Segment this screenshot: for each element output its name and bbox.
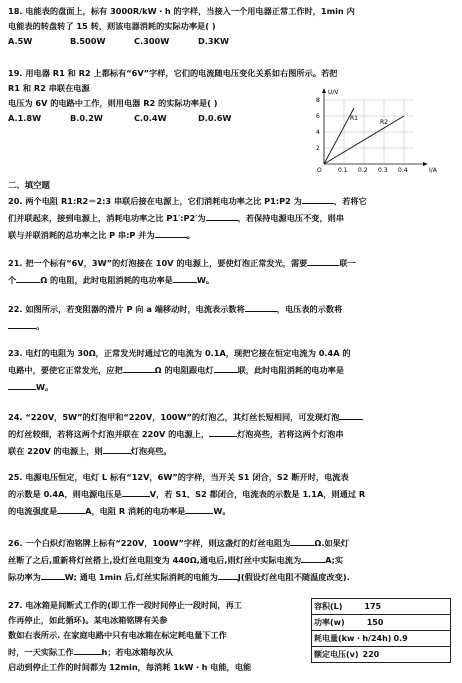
q21-line2a: 个 bbox=[8, 275, 17, 285]
q22-blank-2[interactable] bbox=[8, 317, 36, 329]
q23-line3b: W。 bbox=[36, 382, 54, 392]
q21-line1b: 联一 bbox=[339, 258, 356, 268]
y-axis-arrow-icon bbox=[322, 88, 326, 93]
q20-line3b: 。 bbox=[186, 230, 195, 240]
spec-key: 容积(L) bbox=[314, 602, 343, 611]
q26-blank-3[interactable] bbox=[41, 568, 65, 580]
q23-blank-2[interactable] bbox=[214, 361, 238, 373]
q19-option-d: D.0.6W bbox=[198, 113, 232, 123]
graph-xtick-0.1: 0.1 bbox=[338, 167, 348, 174]
q20-blank-3[interactable] bbox=[155, 226, 187, 238]
q25-blank-3[interactable] bbox=[185, 502, 213, 514]
q24-blank-3[interactable] bbox=[103, 442, 131, 454]
spec-row-voltage bbox=[312, 647, 450, 662]
spec-key: 功率(w) bbox=[314, 618, 345, 627]
q24-blank-2[interactable] bbox=[209, 425, 237, 437]
q23-line2c: 联，此时电阻消耗的电功率是 bbox=[237, 365, 345, 375]
q18-line1: 18. 电能表的盘面上，标有 3000R/kW・h 的字样，当接入一个用电器正常工作时，1min 内 bbox=[8, 6, 355, 16]
question-27 bbox=[8, 598, 308, 675]
graph-ytick-4: 4 bbox=[316, 129, 320, 136]
q24-line2a: 的灯丝较细，若将这两个灯泡并联在 220V 的电源上， bbox=[8, 429, 210, 439]
q25-line2b: V，若 S1、S2 都闭合，电流表的示数是 1.1A，则通过 R bbox=[149, 489, 366, 499]
question-18 bbox=[8, 4, 454, 49]
q25-blank-1[interactable] bbox=[122, 485, 150, 497]
q25-line3c: W。 bbox=[213, 506, 231, 516]
q23-line2a: 电路中，要使它正常发光，应把 bbox=[8, 365, 123, 375]
graph-grid bbox=[324, 100, 414, 164]
q27-blank-1[interactable] bbox=[74, 643, 102, 655]
q18-option-b: B.500W bbox=[70, 36, 106, 46]
q27-line3: 数如右表所示. 在家庭电路中只有电冰箱在标定耗电量下工作 bbox=[8, 630, 227, 640]
q19-option-a: A.1.8W bbox=[8, 113, 42, 123]
graph-origin: O bbox=[317, 167, 322, 174]
q20-line2b: ，若保持电源电压不变，则串 bbox=[237, 213, 345, 223]
q19-line2: R1 和 R2 串联在电源 bbox=[8, 83, 90, 93]
graph-xtick-0.3: 0.3 bbox=[378, 167, 388, 174]
fridge-spec-table bbox=[311, 598, 451, 663]
q27-line5: 启动到停止工作的时间都为 12min，每消耗 1kW・h 电能，电能 bbox=[8, 662, 252, 672]
q18-options bbox=[8, 34, 454, 49]
q19-line3: 电压为 6V 的电路中工作，则用电器 R2 的实际功率是( ) bbox=[8, 98, 218, 108]
x-axis-arrow-icon bbox=[423, 162, 428, 166]
q19-iu-graph bbox=[310, 86, 440, 174]
q20-line2a: 们并联起来，接到电源上，消耗电功率之比 P1′:P2′为 bbox=[8, 213, 206, 223]
q24-line3a: 联在 220V 的电源上，则 bbox=[8, 446, 103, 456]
spec-row-consumption bbox=[312, 631, 450, 647]
q23-blank-3[interactable] bbox=[8, 378, 36, 390]
q27-line2: 作再停止，如此循环)。某电冰箱铭牌有关参 bbox=[8, 615, 168, 625]
q18-option-d: D.3KW bbox=[198, 36, 229, 46]
graph-ytick-2: 2 bbox=[316, 145, 320, 152]
spec-key: 额定电压(v) bbox=[314, 650, 359, 659]
question-23 bbox=[8, 346, 454, 395]
graph-xtick-0.4: 0.4 bbox=[398, 167, 408, 174]
spec-value: 220 bbox=[362, 650, 380, 659]
q18-line2: 电能表的转盘转了 15 转，则该电器消耗的实际功率是( ) bbox=[8, 21, 216, 31]
spec-key: 耗电量(kw・h/24h) bbox=[314, 634, 392, 643]
q26-line1b: Ω.如果灯 bbox=[314, 538, 349, 548]
spec-value: 150 bbox=[366, 618, 384, 627]
q18-option-c: C.300W bbox=[134, 36, 170, 46]
q19-option-c: C.0.4W bbox=[134, 113, 167, 123]
graph-ytick-6: 6 bbox=[316, 113, 320, 120]
q27-line4a: 时，一天实际工作 bbox=[8, 647, 74, 657]
q21-line1a: 21. 把一个标有“6V，3W”的灯泡接在 10V 的电源上，要使灯泡正常发光，需要 bbox=[8, 258, 308, 268]
graph-ytick-8: 8 bbox=[316, 97, 320, 104]
q23-blank-1[interactable] bbox=[123, 361, 155, 373]
q26-line3b: W; 通电 1min 后,灯丝实际消耗的电能为 bbox=[64, 572, 218, 582]
q24-line1a: 24. “220V，5W”的灯泡甲和“220V，100W”的灯泡乙，其灯丝长短相同，可发现灯泡 bbox=[8, 412, 340, 422]
q26-line2a: 丝断了之后,重新将灯丝搭上,设灯丝电阻变为 440Ω,通电后,则灯丝中实际电流为 bbox=[8, 555, 302, 565]
q26-line3c: J(假设灯丝电阻不随温度改变). bbox=[237, 572, 350, 582]
q19-option-b: B.0.2W bbox=[70, 113, 103, 123]
q26-line1a: 26. 一个白炽灯泡铭牌上标有“220V，100W”字样，则这盏灯的灯丝电阻为 bbox=[8, 538, 291, 548]
q25-line3a: 的电流强度是 bbox=[8, 506, 58, 516]
q19-line1: 19. 用电器 R1 和 R2 上都标有“6V”字样，它们的电流随电压变化关系如右图所示。若把 bbox=[8, 68, 338, 78]
spec-value: 175 bbox=[364, 602, 382, 611]
q22-line1a: 22. 如图所示，若变阻器的滑片 P 向 a 端移动时，电流表示数将 bbox=[8, 304, 245, 314]
q20-line1b: ，若将它 bbox=[333, 196, 367, 206]
q26-line2b: A;实 bbox=[325, 555, 344, 565]
q26-blank-2[interactable] bbox=[301, 551, 325, 563]
q23-line1: 23. 电灯的电阻为 30Ω，正常发光时通过它的电流为 0.1A，现把它接在恒定电流为 0.4A 的 bbox=[8, 348, 351, 358]
q25-line1: 25. 电源电压恒定，电灯 L 标有“12V，6W”的字样，当开关 S1 闭合，S2 断开时，电流表 bbox=[8, 472, 349, 482]
q20-blank-1[interactable] bbox=[302, 192, 334, 204]
question-25 bbox=[8, 470, 454, 519]
q24-blank-1[interactable] bbox=[339, 408, 363, 420]
question-20 bbox=[8, 192, 454, 243]
q25-line3b: A，电阻 R 消耗的电功率是 bbox=[85, 506, 186, 516]
graph-xtick-0.2: 0.2 bbox=[358, 167, 368, 174]
q22-blank-1[interactable] bbox=[245, 300, 277, 312]
graph-curve-label-r2: R2 bbox=[380, 119, 388, 126]
graph-xlabel: I/A bbox=[429, 167, 437, 174]
question-21 bbox=[8, 254, 454, 288]
question-26 bbox=[8, 534, 454, 585]
spec-row-power bbox=[312, 615, 450, 631]
q18-option-a: A.5W bbox=[8, 36, 33, 46]
q26-line3a: 际功率为 bbox=[8, 572, 41, 582]
q22-line1b: ，电压表的示数将 bbox=[276, 304, 343, 314]
q24-line3b: 灯泡亮些。 bbox=[130, 446, 172, 456]
q21-blank-1[interactable] bbox=[307, 254, 339, 266]
q21-blank-3[interactable] bbox=[173, 271, 197, 283]
q25-line2a: 的示数是 0.4A，则电源电压是 bbox=[8, 489, 122, 499]
spec-value: 0.9 bbox=[393, 634, 408, 643]
graph-curve-label-r1: R1 bbox=[350, 115, 358, 122]
question-24 bbox=[8, 408, 454, 459]
q20-line3a: 联与并联消耗的总功率之比 P 串:P 并为 bbox=[8, 230, 155, 240]
q20-blank-2[interactable] bbox=[206, 209, 238, 221]
q27-line1: 27. 电冰箱是间断式工作的(即工作一段时间停止一段时间，再工 bbox=[8, 600, 242, 610]
q22-line2b: 。 bbox=[36, 321, 45, 331]
q21-line2b: Ω 的电阻，此时电阻消耗的电功率是 bbox=[40, 275, 173, 285]
q25-blank-2[interactable] bbox=[57, 502, 85, 514]
section-fill-in-heading: 二、填空题 bbox=[8, 180, 50, 190]
q26-blank-1[interactable] bbox=[290, 534, 314, 546]
q23-line2b: Ω 的电阻跟电灯 bbox=[154, 365, 214, 375]
q21-blank-2[interactable] bbox=[16, 271, 40, 283]
graph-ylabel: U/V bbox=[328, 89, 339, 96]
q26-blank-4[interactable] bbox=[218, 568, 238, 580]
q20-line1a: 20. 两个电阻 R1:R2＝2:3 串联后接在电源上，它们消耗电功率之比 P1:P2 为 bbox=[8, 196, 302, 206]
q21-line2c: W。 bbox=[196, 275, 215, 285]
question-22 bbox=[8, 300, 454, 334]
q27-line4b: h；若电冰箱每次从 bbox=[101, 647, 173, 657]
spec-row-capacity bbox=[312, 599, 450, 615]
q24-line2b: 灯泡亮些，若将这两个灯泡串 bbox=[237, 429, 344, 439]
